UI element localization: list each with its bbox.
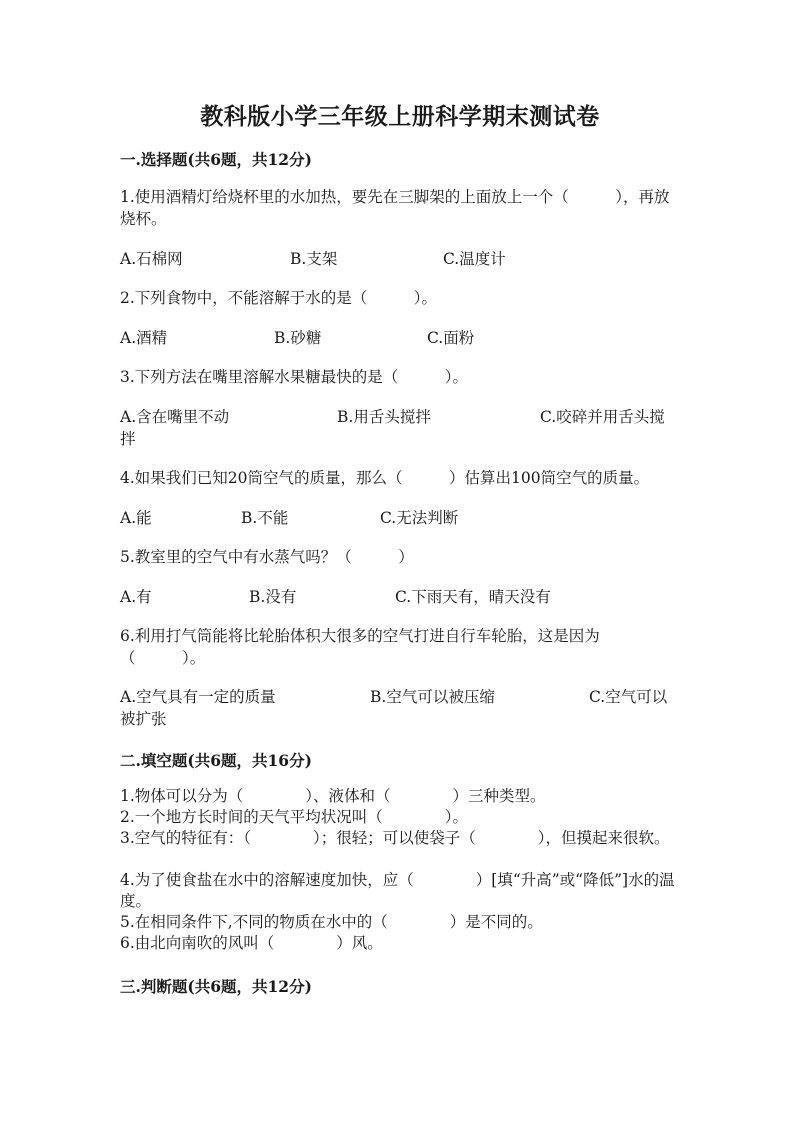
option-b: B.用舌头搅拌: [337, 408, 431, 426]
options-2: [0, 327, 800, 371]
section-heading-fill: 二.填空题(共6题，共16分): [120, 751, 312, 770]
option-c: C.下雨天有，晴天没有: [395, 588, 551, 606]
page-title: 教科版小学三年级上册科学期末测试卷: [200, 103, 600, 130]
options-1: [0, 248, 800, 292]
section-heading-judge: 三.判断题(共6题，共12分): [120, 977, 312, 996]
question-3: 3.下列方法在嘴里溶解水果糖最快的是（ ）。: [120, 368, 469, 386]
section-heading-choice: 一.选择题(共6题，共12分): [120, 150, 312, 169]
fill-item-4: 4.为了使食盐在水中的溶解速度加快，应（ ）[填“升高”或“降低”]水的温度。: [120, 871, 675, 910]
option-a: A.空气具有一定的质量: [120, 688, 276, 706]
options-6: [0, 686, 800, 730]
fill-item-6: 6.由北向南吹的风叫（ ）风。: [120, 934, 383, 952]
question-5: 5.教室里的空气中有水蒸气吗？（ ）: [120, 548, 414, 566]
fill-item-3: 3.空气的特征有：（ ）；很轻；可以使袋子（ ），但摸起来很软。: [120, 829, 670, 847]
option-c: C.面粉: [427, 329, 475, 347]
option-c: C.咬碎并用舌头搅拌: [120, 408, 665, 448]
fill-item-5: 5.在相同条件下,不同的物质在水中的（ ）是不同的。: [120, 913, 543, 931]
question-4: 4.如果我们已知20筒空气的质量，那么（ ）估算出100筒空气的质量。: [120, 469, 650, 487]
options-5: [0, 586, 800, 630]
question-1: 1.使用酒精灯给烧杯里的水加热，要先在三脚架的上面放上一个（ ），再放烧杯。: [120, 188, 670, 228]
option-b: B.不能: [241, 509, 289, 527]
option-c: C.无法判断: [380, 509, 459, 527]
option-b: B.空气可以被压缩: [370, 688, 495, 706]
option-b: B.没有: [249, 588, 297, 606]
question-2: 2.下列食物中，不能溶解于水的是（ ）。: [120, 289, 438, 307]
option-a: A.能: [120, 509, 152, 527]
option-b: B.砂糖: [274, 329, 322, 347]
question-6: 6.利用打气筒能将比轮胎体积大很多的空气打进自行车轮胎，这是因为（ ）。: [120, 627, 600, 667]
options-4: [0, 507, 800, 551]
option-b: B.支架: [290, 250, 338, 268]
option-a: A.石棉网: [120, 250, 183, 268]
options-3: [0, 406, 800, 450]
fill-item-1: 1.物体可以分为（ ）、液体和（ ）三种类型。: [120, 787, 546, 805]
option-a: A.含在嘴里不动: [120, 408, 230, 426]
fill-item-2: 2.一个地方长时间的天气平均状况叫（ ）。: [120, 808, 469, 826]
option-c: C.空气可以被扩张: [120, 688, 668, 728]
option-a: A.酒精: [120, 329, 168, 347]
option-a: A.有: [120, 588, 152, 606]
option-c: C.温度计: [443, 250, 506, 268]
